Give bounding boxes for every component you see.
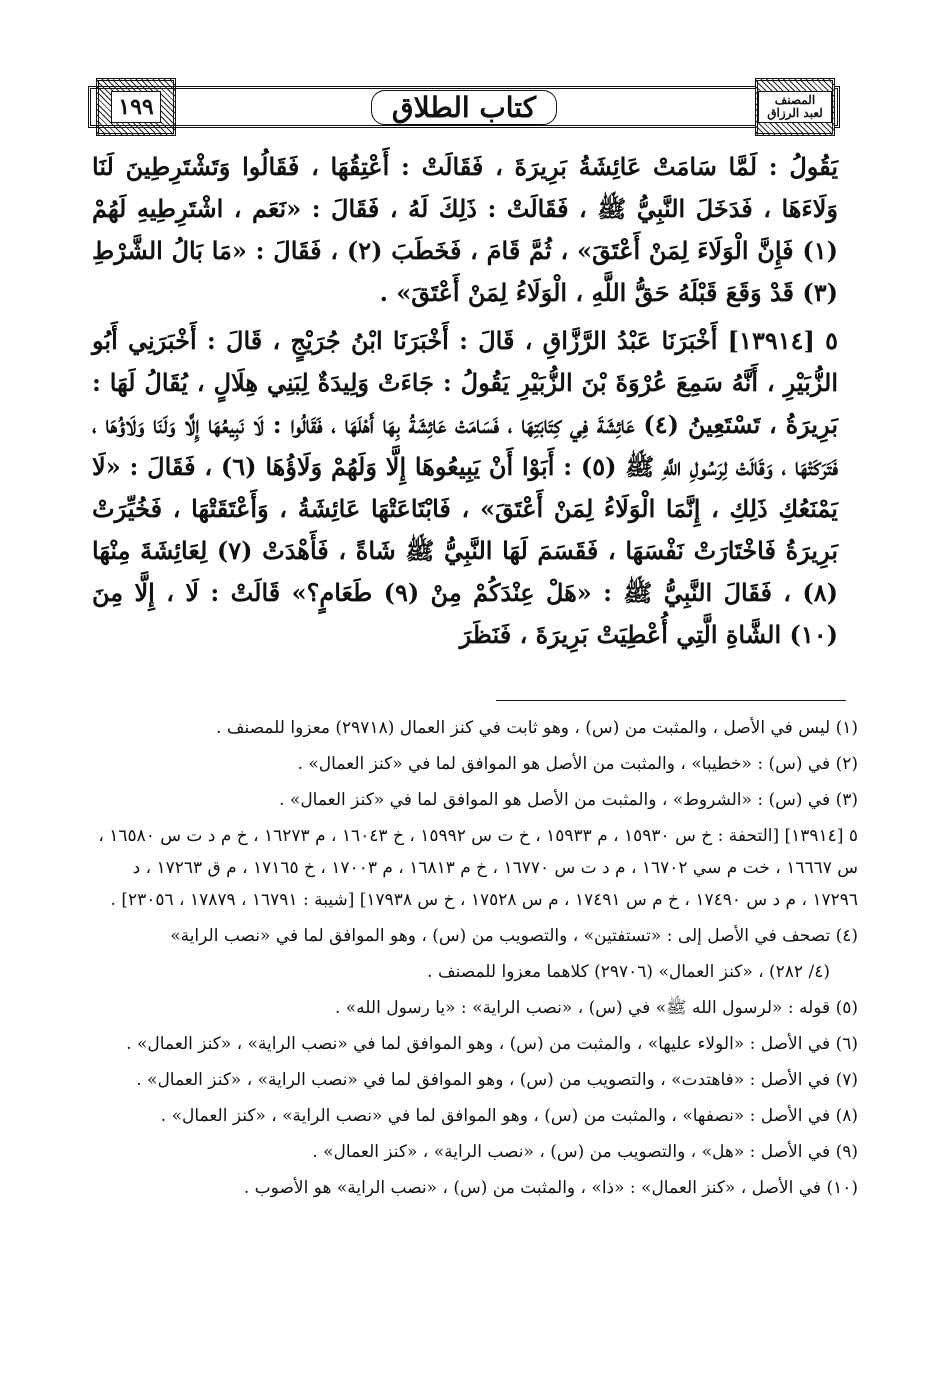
book-badge: المصنف لعبد الرزاق (758, 91, 832, 123)
footnotes (84, 712, 858, 1208)
chapter-title: كتاب الطلاق (371, 90, 557, 125)
footnote-2: (٢) في (س) : «خطيبا» ، والمثبت من الأصل هو الموافق لما في «كنز العمال» . (297, 754, 858, 774)
book-badge-ornament (755, 78, 835, 136)
footnote-separator (496, 700, 846, 701)
running-header (88, 86, 840, 128)
main-text (92, 146, 838, 662)
hadith-13914: ٥ [١٣٩١٤] أَخْبَرَنَا عَبْدُ الرَّزَّاقِ ، قَالَ : أَخْبَرَنَا ابْنُ جُرَيْجٍ ، قَالَ : أَخْبَرَنِي أَبُو الزُّبَيْرِ ، أَنَّهُ سَمِعَ عُرْوَةَ بْنَ الزُّبَيْرِ يَقُولُ : جَاءَتْ وَلِيدَةٌ لِبَنِي هِلَالٍ ، يُقَالُ لَهَا : بَرِيرَةُ ، تَسْتَعِينُ (٤) عَائِشَةَ فِي كِتَابَتِهَا ، فَسَامَتْ عَائِشَةُ بِهَا أَهْلَهَا ، فَقَالُوا : لَا نَبِيعُهَا إِلَّا وَلَنَا وَلَاؤُهَا ، فَتَرَكَتْهَا ، وَقَالَتْ لِرَسُولِ اللَّهِ ﷺ (٥) : أَبَوْا أَنْ يَبِيعُوهَا إِلَّا وَلَهُمْ وَلَاؤُهَا (٦) ، فَقَالَ : «لَا يَمْنَعُكِ ذَلِكِ ، إِنَّمَا الْوَلَاءُ لِمَنْ أَعْتَقَ» ، فَابْتَاعَتْهَا عَائِشَةُ ، وَأَعْتَقَتْهَا ، فَخُيِّرَتْ بَرِيرَةُ فَاخْتَارَتْ نَفْسَهَا ، فَقَسَمَ لَهَا النَّبِيُّ ﷺ شَاةً ، فَأَهْدَتْ (٧) لِعَائِشَةَ مِنْهَا (٨) ، فَقَالَ النَّبِيُّ ﷺ : «هَلْ عِنْدَكُمْ مِنْ (٩) طَعَامٍ؟» قَالَتْ : لَا ، إِلَّا مِنَ (١٠) الشَّاةِ الَّتِي أُعْطِيَتْ بَرِيرَةَ ، فَنَظَرَ (92, 326, 839, 649)
footnote-7: (٧) في الأصل : «فاهتدت» ، والتصويب من (س) ، وهو الموافق لما في «نصب الراية» ، «كنز العمال» . (136, 1070, 858, 1090)
footnote-6: (٦) في الأصل : «الولاء عليها» ، والمثبت من (س) ، وهو الموافق لما في «نصب الراية» ، «كنز العمال» . (126, 1034, 858, 1054)
footnote-5: (٥) قوله : «لرسول الله ﷺ» في (س) ، «نصب الراية» : «يا رسول الله» . (334, 998, 858, 1018)
paragraph-continuation: يَقُولُ : لَمَّا سَامَتْ عَائِشَةُ بَرِيرَةَ ، فَقَالَتْ : أَعْتِقُهَا ، فَقَالُوا وَتَشْتَرِطِينَ لَنَا وَلَاءَهَا ، فَدَخَلَ النَّبِيُّ ﷺ ، فَقَالَتْ : ذَلِكَ لَهُ ، فَقَالَ : «نَعَم ، اشْتَرِطِيهِ لَهُمْ (١) فَإِنَّ الْوَلَاءَ لِمَنْ أَعْتَقَ» ، ثُمَّ قَامَ ، فَخَطَبَ (٢) ، فَقَالَ : «مَا بَالُ الشَّرْطِ (٣) قَدْ وَقَعَ قَبْلَهُ حَقُّ اللَّهِ ، الْوَلَاءُ لِمَنْ أَعْتَقَ» . (92, 152, 838, 307)
footnote-4-continued: (٤/ ٢٨٢) ، «كنز العمال» (٢٩٧٠٦) كلاهما معزوا للمصنف . (427, 962, 830, 982)
page-number: ١٩٩ (111, 91, 160, 123)
footnote-9: (٩) في الأصل : «هل» ، والتصويب من (س) ، «نصب الراية» ، «كنز العمال» . (312, 1142, 858, 1162)
footnote-4: (٤) تصحف في الأصل إلى : «تستفتين» ، والتصويب من (س) ، وهو الموافق لما في «نصب الراية» (170, 926, 858, 946)
footnote-8: (٨) في الأصل : «نصفها» ، والمثبت من (س) ، وهو الموافق لما في «نصب الراية» ، «كنز العمال» . (160, 1106, 858, 1126)
footnote-1: (١) ليس في الأصل ، والمثبت من (س) ، وهو ثابت في كنز العمال (٢٩٧١٨) معزوا للمصنف . (216, 718, 858, 738)
footnote-10: (١٠) في الأصل ، «كنز العمال» : «ذا» ، والمثبت من (س) ، «نصب الراية» هو الأصوب . (243, 1178, 858, 1198)
takhrij-note: ٥ [١٣٩١٤] [التحفة : خ س ١٥٩٣٠ ، م ١٥٩٣٣ ، خ ت س ١٥٩٩٢ ، خ ١٦٠٤٣ ، م ١٦٢٧٣ ، خ م د ت س ١٦٥٨٠ ، س ١٦٦٦٧ ، خت م سي ١٦٧٠٢ ، م د ت س ١٦٧٧٠ ، خ م ١٦٨١٣ ، م ١٧٠٠٣ ، خ ١٧١٦٥ ، م ق ١٧٢٦٣ ، د ١٧٢٩٦ ، م د س ١٧٤٩٠ ، خ م س ١٧٤٩١ ، م س ١٧٥٢٨ ، خ س ١٧٩٣٨] [شيبة : ١٦٧٩١ ، ١٧٨٧٩ ، ٢٣٠٥٦] . (98, 826, 858, 910)
footnote-3: (٣) في (س) : «الشروط» ، والمثبت من الأصل هو الموافق لما في «كنز العمال» . (279, 790, 858, 810)
